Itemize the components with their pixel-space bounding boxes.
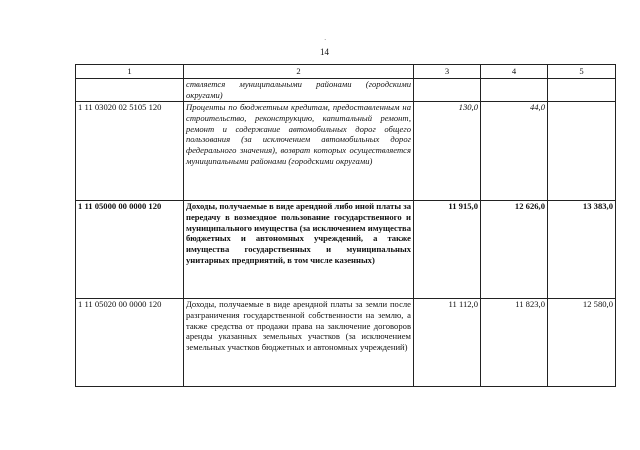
budget-table bbox=[75, 64, 616, 387]
row-value-col5 bbox=[548, 79, 616, 102]
row-value-col4: 11 823,0 bbox=[481, 299, 548, 387]
row-value-col3 bbox=[414, 79, 481, 102]
row-description: Доходы, получаемые в виде арендной платы за земли после разграничения государственной собственности на землю, а также средства от продажи права на заключение договоров аренды указанных земельных участков (за исключением земельных участков бюджетных и автономных учреждений) bbox=[184, 299, 414, 387]
row-value-col3: 11 915,0 bbox=[414, 201, 481, 299]
column-number: 5 bbox=[548, 65, 616, 79]
table-row bbox=[76, 201, 616, 299]
row-description: ствляется муниципальными районами (городскими округами) bbox=[184, 79, 414, 102]
row-value-col3: 130,0 bbox=[414, 102, 481, 201]
table-row bbox=[76, 299, 616, 387]
row-value-col5: 13 383,0 bbox=[548, 201, 616, 299]
row-description: Доходы, получаемые в виде арендной либо иной платы за передачу в возмездное пользование государственного и муниципального имущества (за исключением имущества бюджетных и автономных учреждений, а также имущества государственных и муниципальных унитарных предприятий, в том числе казенных) bbox=[184, 201, 414, 299]
scan-speck: · bbox=[324, 36, 327, 44]
row-value-col5: 12 580,0 bbox=[548, 299, 616, 387]
table-row bbox=[76, 79, 616, 102]
row-value-col5 bbox=[548, 102, 616, 201]
table-row bbox=[76, 102, 616, 201]
row-value-col3: 11 112,0 bbox=[414, 299, 481, 387]
column-number: 4 bbox=[481, 65, 548, 79]
row-value-col4: 12 626,0 bbox=[481, 201, 548, 299]
row-value-col4 bbox=[481, 79, 548, 102]
row-code: 1 11 05020 00 0000 120 bbox=[76, 299, 184, 387]
page-number: 14 bbox=[320, 47, 329, 57]
column-number: 2 bbox=[184, 65, 414, 79]
row-description: Проценты по бюджетным кредитам, предоставленным на строительство, реконструкцию, капитальный ремонт, ремонт и содержание автомобильных дорог общего пользования (за исключением автомобильных дорог федерального значения), возврат которых осуществляется муниципальными районами (городскими округами) bbox=[184, 102, 414, 201]
row-value-col4: 44,0 bbox=[481, 102, 548, 201]
column-number-row bbox=[76, 65, 616, 79]
row-code: 1 11 03020 02 5105 120 bbox=[76, 102, 184, 201]
column-number: 3 bbox=[414, 65, 481, 79]
row-code bbox=[76, 79, 184, 102]
row-code: 1 11 05000 00 0000 120 bbox=[76, 201, 184, 299]
column-number: 1 bbox=[76, 65, 184, 79]
